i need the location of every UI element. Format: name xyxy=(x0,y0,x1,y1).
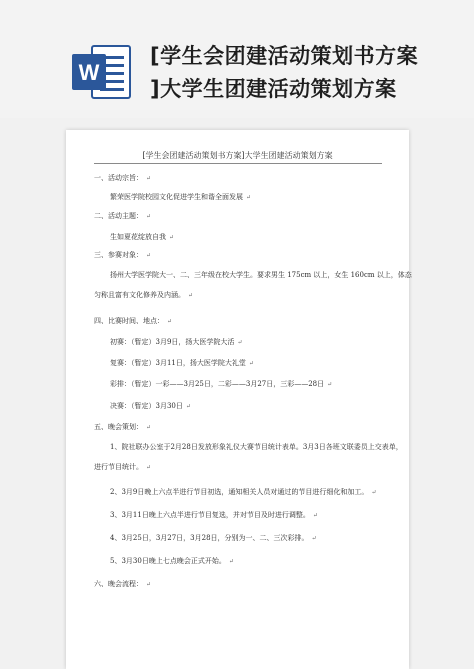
page-title-line-1: [学生会团建活动策划书方案 xyxy=(150,44,419,68)
line-text: 扬州大学医学院大一、二、三年级在校大学生。要求男生 175cm 以上，女生 160cm 以上，体态 xyxy=(110,271,412,279)
paragraph-line xyxy=(110,233,174,242)
line-text: 2、3月9日晚上六点半进行节目初选，通知相关人员对通过的节目进行细化和加工。 xyxy=(110,488,369,496)
paragraph-mark: ↵ xyxy=(248,360,254,367)
line-text: 彩排：（暂定）一彩——3月25日，二彩——3月27日，三彩——28日 xyxy=(110,380,325,388)
line-text: 一、活动宗旨： xyxy=(94,174,143,182)
line-text: 生如夏花绽放自我 xyxy=(110,233,166,241)
paragraph-mark: ↵ xyxy=(312,512,318,519)
paragraph-mark: ↵ xyxy=(167,318,173,325)
svg-text:W: W xyxy=(78,60,100,85)
line-text: 5、3月30日晚上七点晚会正式开始。 xyxy=(110,557,226,565)
line-text: 4、3月25日，3月27日，3月28日，分别为一、二、三次彩排。 xyxy=(110,534,309,542)
paragraph-line xyxy=(110,443,403,451)
line-text: 3、3月11日晚上六点半进行节目复选，并对节目及时进行调整。 xyxy=(110,511,310,519)
line-text: 三、参赛对象： xyxy=(94,251,143,259)
paragraph-mark: ↵ xyxy=(169,234,175,241)
section-heading-planning xyxy=(94,423,151,432)
word-document-icon xyxy=(70,42,134,102)
page-title-line-2: ]大学生团建活动策划方案 xyxy=(150,77,397,101)
paragraph-line xyxy=(110,402,191,411)
document-page xyxy=(66,130,412,669)
paragraph-mark: ↵ xyxy=(228,558,234,565)
document-title: [学生会团建活动策划书方案]大学生团建活动策划方案 xyxy=(142,151,333,160)
paragraph-line xyxy=(110,380,332,389)
line-text: 繁荣医学院校园文化促进学生和谐全面发展 xyxy=(110,193,243,201)
paragraph-line xyxy=(94,463,151,472)
paragraph-mark: ↵ xyxy=(146,464,152,471)
section-heading-program xyxy=(94,580,151,589)
paragraph-line xyxy=(110,557,234,566)
line-text: 六、晚会流程： xyxy=(94,580,143,588)
line-text: 1、院社联办公室于2月28日发放形象礼仪大赛节目统计表单。3月3日各班文联委员上交表单， xyxy=(110,443,403,451)
line-text: 四、比赛时间、地点： xyxy=(94,317,164,325)
paragraph-line xyxy=(110,359,254,368)
paragraph-mark: ↵ xyxy=(185,403,191,410)
section-heading-time-place xyxy=(94,317,172,326)
section-heading-theme xyxy=(94,212,151,221)
paragraph-mark: ↵ xyxy=(146,175,152,182)
paragraph-mark: ↵ xyxy=(146,213,152,220)
paragraph-line xyxy=(94,291,193,300)
paragraph-mark: ↵ xyxy=(146,424,152,431)
paragraph-mark: ↵ xyxy=(311,535,317,542)
paragraph-line xyxy=(110,511,318,520)
header xyxy=(0,0,474,118)
line-text: 五、晚会策划： xyxy=(94,423,143,431)
paragraph-mark: ↵ xyxy=(246,194,252,201)
paragraph-mark: ↵ xyxy=(237,339,243,346)
line-text: 初赛：（暂定）3月9日，扬大医学院大活 xyxy=(110,338,235,346)
line-text: 决赛：（暂定）3月30日 xyxy=(110,402,183,410)
paragraph-mark: ↵ xyxy=(146,581,152,588)
paragraph-mark: ↵ xyxy=(371,489,377,496)
section-heading-purpose xyxy=(94,174,151,183)
line-text: 进行节目统计。 xyxy=(94,463,143,471)
paragraph-line xyxy=(110,488,376,497)
paragraph-line xyxy=(110,534,317,543)
paragraph-mark: ↵ xyxy=(146,252,152,259)
paragraph-mark: ↵ xyxy=(327,381,333,388)
section-heading-participants xyxy=(94,251,151,260)
line-text: 二、活动主题： xyxy=(94,212,143,220)
line-text: 复赛：（暂定）3月11日，扬大医学院大礼堂 xyxy=(110,359,246,367)
paragraph-line xyxy=(110,338,242,347)
line-text: 匀称且富有文化修养及内涵。 xyxy=(94,291,185,299)
paragraph-mark: ↵ xyxy=(188,292,194,299)
paragraph-line xyxy=(110,271,412,279)
paragraph-line xyxy=(110,193,251,202)
page-fade xyxy=(66,655,409,669)
title-divider xyxy=(94,163,382,164)
